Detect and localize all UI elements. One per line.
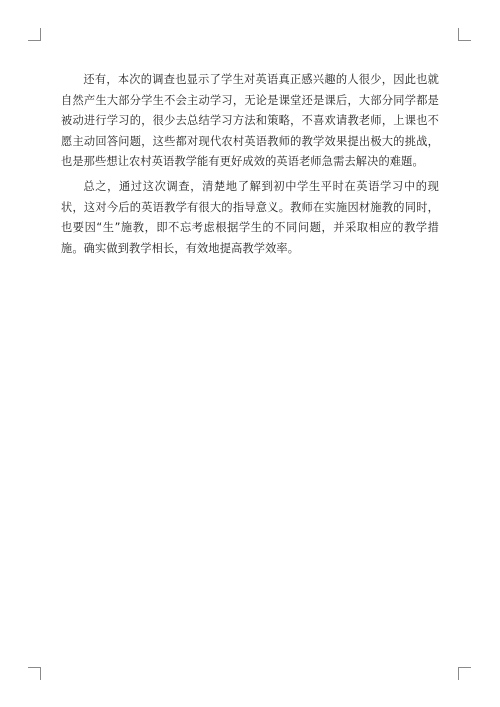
document-body: [61, 70, 439, 263]
paragraph-1: 还有，本次的调查也显示了学生对英语真正感兴趣的人很少，因此也就自然产生大部分学生不会主动学习，无论是课堂还是课后，大部分同学都是被动进行学习的，很少去总结学习方法和策略，不喜欢请教老师，上课也不愿主动回答问题，这些都对现代农村英语教师的教学效果提出极大的挑战，也是那些想让农村英语教学能有更好成效的英语老师急需去解决的难题。: [61, 73, 439, 169]
corner-mark-top-right: [458, 28, 471, 41]
corner-mark-top-left: [28, 28, 41, 41]
corner-mark-bottom-left: [28, 667, 41, 680]
paragraph-2: 总之，通过这次调查，清楚地了解到初中学生平时在英语学习中的现状，这对今后的英语教学有很大的指导意义。教师在实施因材施教的同时，也要因“生”施教，即不忘考虑根据学生的不同问题，并采取相应的教学措施。确实做到教学相长，有效地提高教学效率。: [61, 179, 439, 255]
corner-mark-bottom-right: [458, 667, 471, 680]
